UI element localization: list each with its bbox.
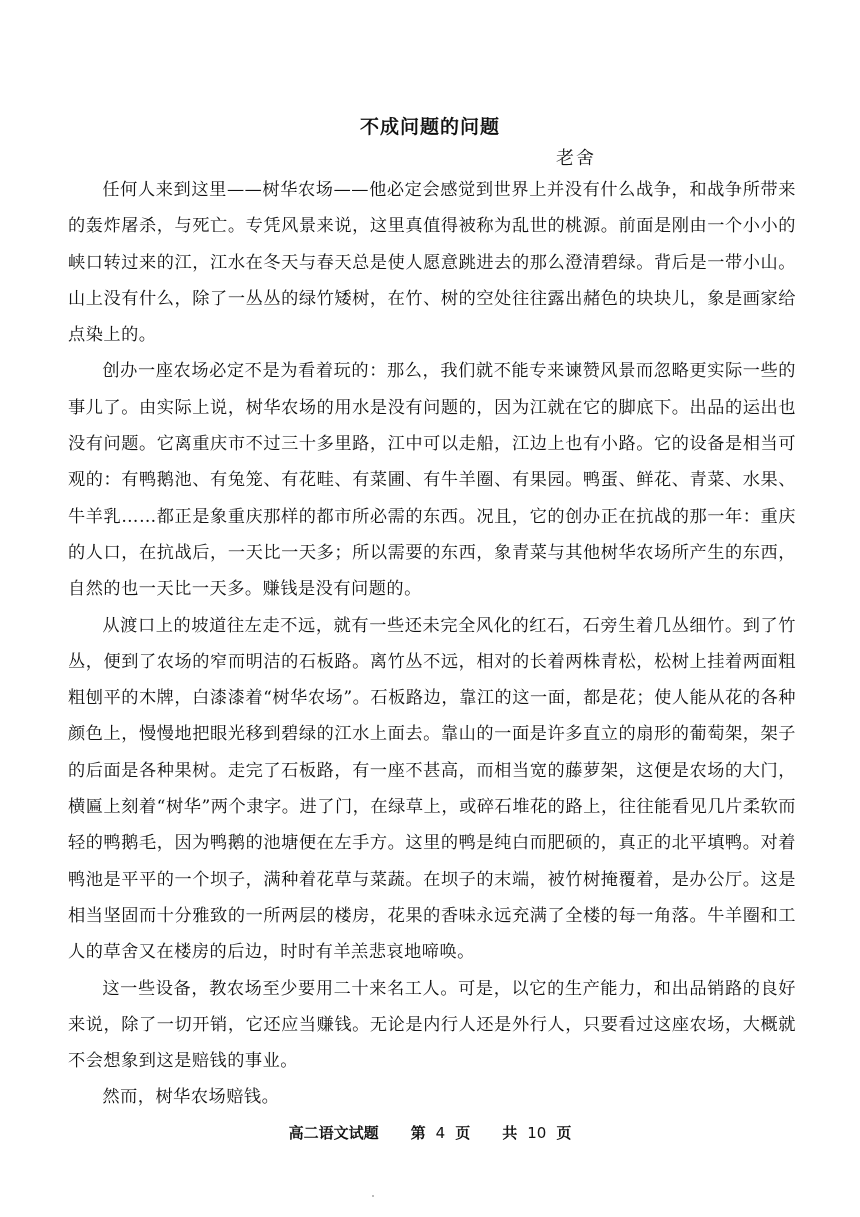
scan-speck [372, 1195, 374, 1197]
paragraph: 任何人来到这里——树华农场——他必定会感觉到世界上并没有什么战争，和战争所带来的轰炸屠杀，与死亡。专凭风景来说，这里真值得被称为乱世的桃源。前面是刚由一个小小的峡口转过来的江，江水在冬天与春天总是使人愿意跳进去的那么澄清碧绿。背后是一带小山。山上没有什么，除了一丛丛的绿竹矮树，在竹、树的空处往往露出赭色的块块儿，象是画家给点染上的。 [68, 180, 796, 346]
page-footer [0, 1122, 860, 1143]
document-title: 不成问题的问题 [359, 116, 500, 138]
footer-page-number: 4 [435, 1124, 446, 1142]
footer-total-prefix: 共 [502, 1124, 518, 1142]
paragraph: 创办一座农场必定不是为看着玩的：那么，我们就不能专来谏赞风景而忽略更实际一些的事儿了。由实际上说，树华农场的用水是没有问题的，因为江就在它的脚底下。出品的运出也没有问题。它离重庆市不过三十多里路，江中可以走船，江边上也有小路。它的设备是相当可观的：有鸭鹅池、有兔笼、有花畦、有菜圃、有牛羊圈、有果园。鸭蛋、鲜花、青菜、水果、牛羊乳……都正是象重庆那样的都市所必需的东西。况且，它的创办正在抗战的那一年：重庆的人口，在抗战后，一天比一天多；所以需要的东西，象青菜与其他树华农场所产生的东西，自然的也一天比一天多。赚钱是没有问题的。 [68, 361, 796, 600]
document-author: 老舍 [556, 148, 596, 169]
footer-page-suffix: 页 [455, 1124, 471, 1142]
footer-total-suffix: 页 [556, 1124, 572, 1142]
paragraph: 这一些设备，教农场至少要用二十来名工人。可是，以它的生产能力，和出品销路的良好来说，除了一切开销，它还应当赚钱。无论是内行人还是外行人，只要看过这座农场，大概就不会想象到这是赔钱的事业。 [68, 978, 796, 1072]
footer-page-prefix: 第 [410, 1124, 426, 1142]
paragraph: 从渡口上的坡道往左走不远，就有一些还未完全风化的红石，石旁生着几丛细竹。到了竹丛，便到了农场的窄而明洁的石板路。离竹丛不远，相对的长着两株青松，松树上挂着两面粗粗刨平的木牌，白漆漆着“树华农场”。石板路边，靠江的这一面，都是花；使人能从花的各种颜色上，慢慢地把眼光移到碧绿的江水上面去。靠山的一面是许多直立的扇形的葡萄架，架子的后面是各种果树。走完了石板路，有一座不甚高，而相当宽的藤萝架，这便是农场的大门，横匾上刻着“树华”两个隶字。进了门，在绿草上，或碎石堆花的路上，往往能看见几片柔软而轻的鸭鹅毛，因为鸭鹅的池塘便在左手方。这里的鸭是纯白而肥硕的，真正的北平填鸭。对着鸭池是平平的一个坝子，满种着花草与菜蔬。在坝子的末端，被竹树掩覆着，是办公厅。这是相当坚固而十分雅致的一所两层的楼房，花果的香味永远充满了全楼的每一角落。牛羊圈和工人的草舍又在楼房的后边，时时有羊羔悲哀地啼唤。 [68, 615, 796, 963]
footer-exam-name: 高二语文试题 [288, 1124, 379, 1142]
paragraph: 然而，树华农场赔钱。 [102, 1087, 280, 1108]
footer-total-pages: 10 [527, 1124, 547, 1142]
document-body [68, 172, 796, 1116]
